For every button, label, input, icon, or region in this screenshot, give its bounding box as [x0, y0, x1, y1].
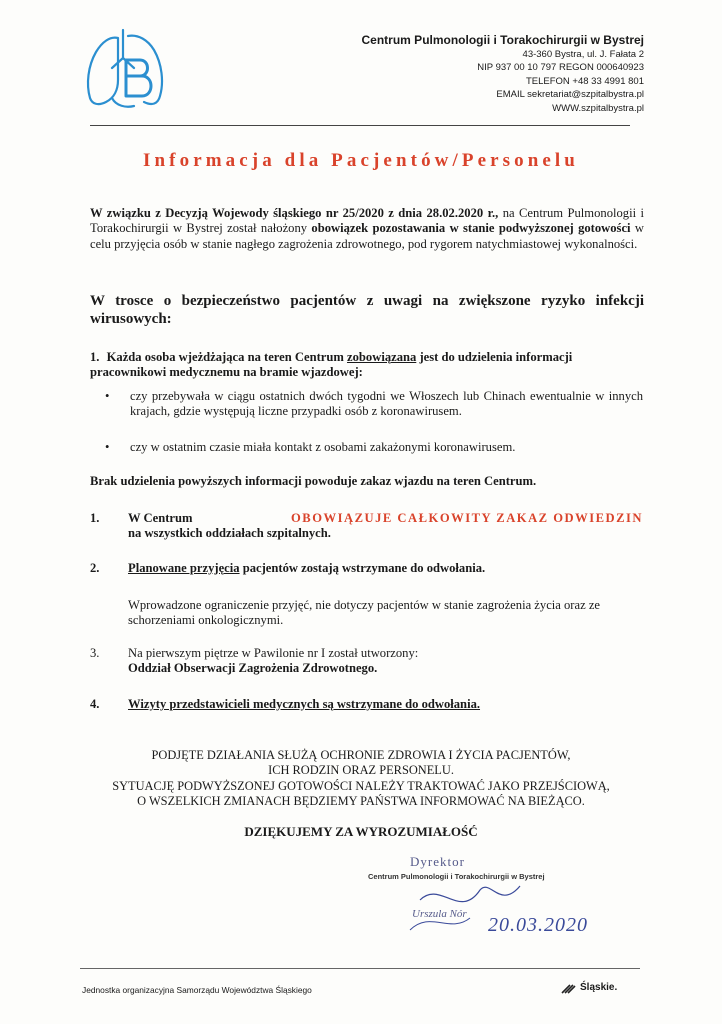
entry-requirement-item	[90, 350, 644, 381]
bullet-text: czy w ostatnim czasie miała kontakt z osobami zakażonymi koronawirusem.	[130, 440, 516, 454]
thanks-line: DZIĘKUJEMY ZA WYROZUMIAŁOŚĆ	[244, 824, 478, 839]
visit-ban-emphasis: OBOWIĄZUJE CAŁKOWITY ZAKAZ ODWIEDZIN	[291, 511, 643, 525]
list-item	[105, 389, 643, 420]
intro-paragraph	[90, 206, 644, 252]
item-number: 3.	[90, 646, 100, 660]
footer-text: Jednostka organizacyjna Samorządu Województwa Śląskiego	[82, 985, 312, 995]
nip-regon: NIP 937 00 10 797 REGON 000640923	[477, 62, 644, 74]
item-text-end: na wszystkich oddziałach szpitalnych.	[128, 526, 331, 541]
item-number: 1.	[90, 350, 100, 364]
closing-line: PODJĘTE DZIAŁANIA SŁUŻĄ OCHRONIE ZDROWIA I ŻYCIA PACJENTÓW,	[151, 748, 571, 762]
slaskie-logo-icon	[560, 980, 576, 994]
page-title: Informacja dla Pacjentów/Personelu	[143, 150, 579, 171]
bullet-text: czy przebywała w ciągu ostatnich dwóch tygodni we Włoszech lub Chinach ewentualnie w innych krajach, gdzie występują liczne przypadki osób z koronawirusem.	[130, 389, 643, 419]
signature-date: 20.03.2020	[488, 914, 588, 936]
list-item	[105, 440, 643, 455]
phone: TELEFON +48 33 4991 801	[525, 75, 644, 87]
readiness-obligation: obowiązek pozostawania w stanie podwyższonej gotowości	[311, 221, 631, 236]
header-divider	[90, 125, 630, 126]
planned-admissions: Planowane przyjęcia	[128, 561, 240, 575]
intro-text: na Centrum Pulmonologii i Torakochirurgii w Bystrej został nałożony	[90, 206, 644, 236]
admissions-note: Wprowadzone ograniczenie przyjęć, nie dotyczy pacjentów w stanie zagrożenia życia oraz ze schorzeniami onkologicznymi.	[128, 598, 601, 628]
visit-ban-item	[128, 511, 643, 542]
decision-reference: W związku z Decyzją Wojewody śląskiego nr 25/2020 z dnia 28.02.2020 r.,	[90, 206, 499, 220]
stamp-name: Urszula Nór	[412, 908, 467, 920]
item-number: 1.	[90, 511, 100, 525]
footer-brand	[560, 980, 617, 994]
closing-statement	[0, 748, 722, 810]
intro-text-end: w celu przyjęcia osób w stanie nagłego zagrożenia zdrowotnego, pod rygorem natychmiastowej wykonalności.	[90, 221, 644, 251]
lungs-b-logo-icon	[82, 28, 168, 110]
item-text-end: jest do udzielenia informacji pracownikowi medycznemu na bramie wjazdowej:	[90, 350, 573, 380]
closing-line: O WSZELKICH ZMIANACH BĘDZIEMY PAŃSTWA INFORMOWAĆ NA BIEŻĄCO.	[137, 794, 585, 809]
medical-reps-item: Wizyty przedstawicieli medycznych są wstrzymane do odwołania.	[128, 697, 481, 711]
care-heading: W trosce o bezpieczeństwo pacjentów z uwagi na zwiększone ryzyko infekcji wirusowych:	[90, 293, 644, 327]
org-name: Centrum Pulmonologii i Torakochirurgii w Bystrej	[361, 33, 644, 47]
ward-name: Oddział Obserwacji Zagrożenia Zdrowotnego.	[128, 661, 378, 676]
closing-line: SYTUACJĘ PODWYŻSZONEJ GOTOWOŚCI NALEŻY TRAKTOWAĆ JAKO PRZEJŚCIOWĄ,	[112, 778, 610, 793]
entry-ban-notice: Brak udzielenia powyższych informacji powoduje zakaz wjazdu na teren Centrum.	[90, 474, 537, 488]
item-text: W Centrum	[128, 511, 193, 525]
brand-name: Śląskie.	[580, 981, 618, 993]
bullet-icon: •	[105, 389, 110, 403]
stamp-role: Dyrektor	[410, 854, 465, 869]
closing-line: ICH RODZIN ORAZ PERSONELU.	[268, 763, 454, 778]
observation-ward-item	[128, 646, 643, 677]
obliged-word: zobowiązana	[347, 350, 417, 364]
item-number: 4.	[90, 697, 100, 711]
item-number: 2.	[90, 561, 100, 575]
item-text: Na pierwszym piętrze w Pawilonie nr I został utworzony:	[128, 646, 419, 660]
bullet-icon: •	[105, 440, 110, 454]
footer-divider	[80, 968, 640, 969]
website: WWW.szpitalbystra.pl	[552, 102, 644, 114]
email: EMAIL sekretariat@szpitalbystra.pl	[496, 89, 644, 101]
item-text: Każda osoba wjeżdżająca na teren Centrum	[106, 350, 348, 364]
item-text: pacjentów zostają wstrzymane do odwołania.	[239, 561, 486, 575]
stamp-org: Centrum Pulmonologii i Torakochirurgii w Bystrej	[368, 872, 545, 881]
admissions-item	[128, 561, 643, 576]
director-stamp	[360, 850, 640, 950]
address: 43-360 Bystra, ul. J. Fałata 2	[522, 49, 644, 60]
header-contact-block	[362, 32, 644, 115]
